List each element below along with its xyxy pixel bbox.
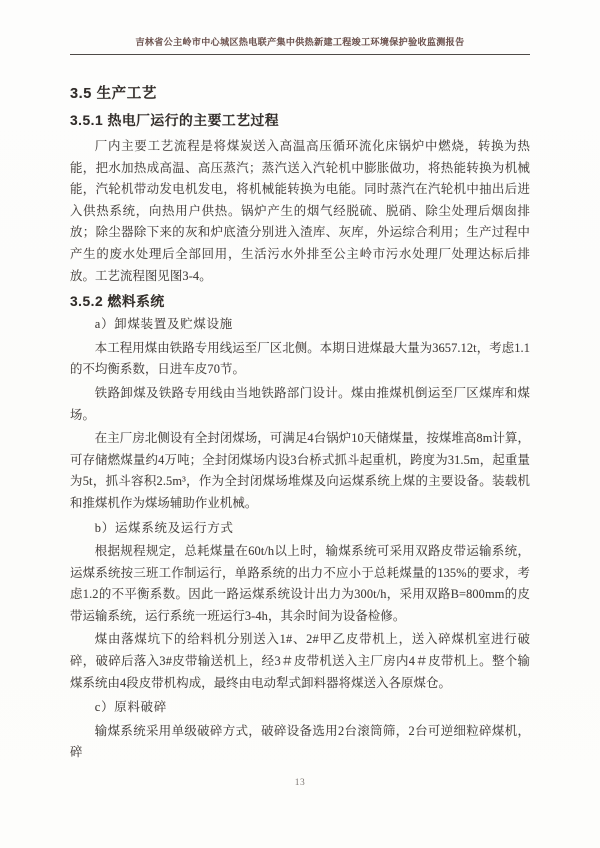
section-heading-3-5-2: 3.5.2 燃料系统 <box>70 294 165 310</box>
page-content <box>70 86 530 764</box>
list-item-c-title: c）原料破碎 <box>94 700 168 715</box>
list-item-b-title: b）运煤系统及运行方式 <box>94 520 234 535</box>
section-heading-3-5: 3.5 生产工艺 <box>70 86 157 102</box>
paragraph-crushing: 输煤系统采用单级破碎方式，破碎设备选用2台滚筒筛，2台可逆细粒碎煤机，碎 <box>70 723 530 760</box>
paragraph-rail-unloading: 铁路卸煤及铁路专用线由当地铁路部门设计。煤由推煤机倒运至厂区煤库和煤场。 <box>70 385 530 422</box>
paragraph-conveying-rules: 根据规程规定，总耗煤量在60t/h以上时，输煤系统可采用双路皮带运输系统，运煤系统按三班工作制运行，单路系统的出力不应小于总耗煤量的135%的要求，考虑1.2的不平衡系数。因此一路运煤系统设计出力为300t/h，采用双路B=800mm的皮带运输系统，运行系统一班运行3-4h，其余时间为设备检修。 <box>70 544 530 623</box>
page-header <box>70 0 530 55</box>
header-running-title: 吉林省公主岭市中心城区热电联产集中供热新建工程竣工环境保护验收监测报告 <box>135 37 465 47</box>
page-footer <box>0 772 600 790</box>
page-number: 13 <box>294 778 306 788</box>
header-rule <box>70 54 530 55</box>
paragraph-belt-flow: 煤由落煤坑下的给料机分别送入1#、2#甲乙皮带机上，送入碎煤机室进行破碎，破碎后落入3#皮带输送机上，经3＃皮带机送入主厂房内4＃皮带机上。整个输煤系统由4段皮带机构成，最终由电动犁式卸料器将煤送入各原煤仓。 <box>70 632 530 690</box>
list-item-a-title: a）卸煤装置及贮煤设施 <box>94 317 234 332</box>
paragraph-coal-yard: 在主厂房北侧设有全封闭煤场，可满足4台锅炉10天储煤量，按煤堆高8m计算，可存储燃煤量约4万吨；全封闭煤场内设3台桥式抓斗起重机，跨度为31.5m，起重量为5t，抓斗容积2.5m³，作为全封闭煤场堆煤及向运煤系统上煤的主要设备。装载机和推煤机作为煤场辅助作业机械。 <box>70 431 530 510</box>
section-heading-3-5-1: 3.5.1 热电厂运行的主要工艺过程 <box>70 113 280 128</box>
paragraph-process-overview: 厂内主要工艺流程是将煤炭送入高温高压循环流化床锅炉中燃烧，转换为热能，把水加热成高温、高压蒸汽；蒸汽送入汽轮机中膨胀做功，将热能转换为机械能，汽轮机带动发电机发电，将机械能转换为电能。同时蒸汽在汽轮机中抽出后进入供热系统，向热用户供热。锅炉产生的烟气经脱硫、脱硝、除尘处理后烟囱排放；除尘器除下来的灰和炉底渣分别进入渣库、灰库，外运综合利用；生产过程中产生的废水处理后全部回用，生活污水外排至公主岭市污水处理厂处理达标后排放。工艺流程图见图3-4。 <box>70 139 530 283</box>
paragraph-coal-delivery: 本工程用煤由铁路专用线运至厂区北侧。本期日进煤最大量为3657.12t，考虑1.1的不均衡系数，日进车皮70节。 <box>70 340 530 377</box>
